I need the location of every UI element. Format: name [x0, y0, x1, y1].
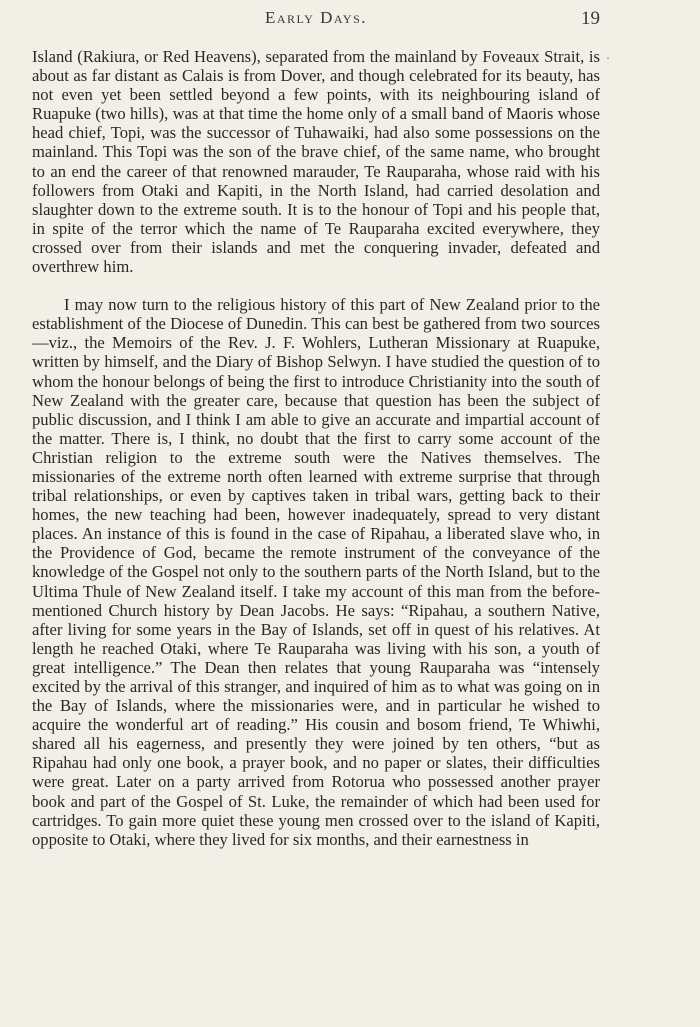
running-title: Early Days. — [264, 8, 368, 27]
paragraph-religious-history: I may now turn to the religious history of this part of New Zealand prior to the establishment of the Diocese of Dunedin. This can best be gathered from two sources—viz., the Memoirs of the Rev. J. F. Wohlers, Lutheran Missionary at Ruapuke, written by himself, and the Diary of Bishop Selwyn. I have studied the question of to whom the honour belongs of being the first to introduce Christianity into the south of New Zealand with the greater care, because that question has been the subject of public discussion, and I think I am able to give an accurate and impartial account of the matter. There is, I think, no doubt that the first to carry some account of the Christian religion to the extreme south were the Natives themselves. The missionaries of the extreme north often learned with extreme surprise that through tribal relationships, or even by captives taken in tribal wars, getting back to their homes, the new teaching had been, however inadequately, spread to very distant places. An instance of this is found in the case of Ripahau, a liberated slave who, in the Providence of God, became the remote instrument of the conveyance of the knowledge of the Gospel not only to the southern parts of the North Island, but to the Ultima Thule of New Zealand itself. I take my account of this man from the before-mentioned Church history by Dean Jacobs. He says: “Ripahau, a southern Native, after living for some years in the Bay of Islands, set off in quest of his relatives. At length he reached Otaki, where Te Rauparaha was living with his son, a youth of great intelligence.” The Dean then relates that young Rauparaha was “intensely excited by the arrival of this stranger, and inquired of him as to what was going on in the Bay of Islands, where the missionaries were, and in particular he wished to acquire the wonderful art of reading.” His cousin and bosom friend, Te Whiwhi, shared all his eagerness, and presently they were joined by ten others, “but as Ripahau had only one book, a prayer book, and no paper or slates, their difficulties were great. Later on a party arrived from Rotorua who possessed another prayer book and part of the Gospel of St. Luke, the remainder of which had been used for cartridges. To gain more quiet these young men crossed over to the island of Kapiti, opposite to Otaki, where they lived for six months, and their earnestness in — [32, 295, 600, 849]
page-number: 19 — [581, 8, 600, 29]
running-head — [32, 8, 600, 34]
paragraph-continuation: Island (Rakiura, or Red Heavens), separated from the mainland by Foveaux Strait, is about as far distant as Calais is from Dover, and though celebrated for its beauty, has not even yet been settled beyond a few points, with its neighbouring island of Ruapuke (two hills), was at that time the home only of a small band of Maoris whose head chief, Topi, was the successor of Tuhawaiki, had also some possessions on the mainland. This Topi was the son of the brave chief, of the same name, who brought to an end the career of that renowned marauder, Te Rauparaha, whose raid with his followers from Otaki and Kapiti, in the North Island, had carried desolation and slaughter down to the extreme south. It is to the honour of Topi and his people that, in spite of the terror which the name of Te Rauparaha excited everywhere, they crossed over from their islands and met the conquering invader, defeated and overthrew him. — [32, 47, 600, 277]
body-text — [32, 47, 600, 849]
margin-speck: · — [606, 51, 610, 65]
